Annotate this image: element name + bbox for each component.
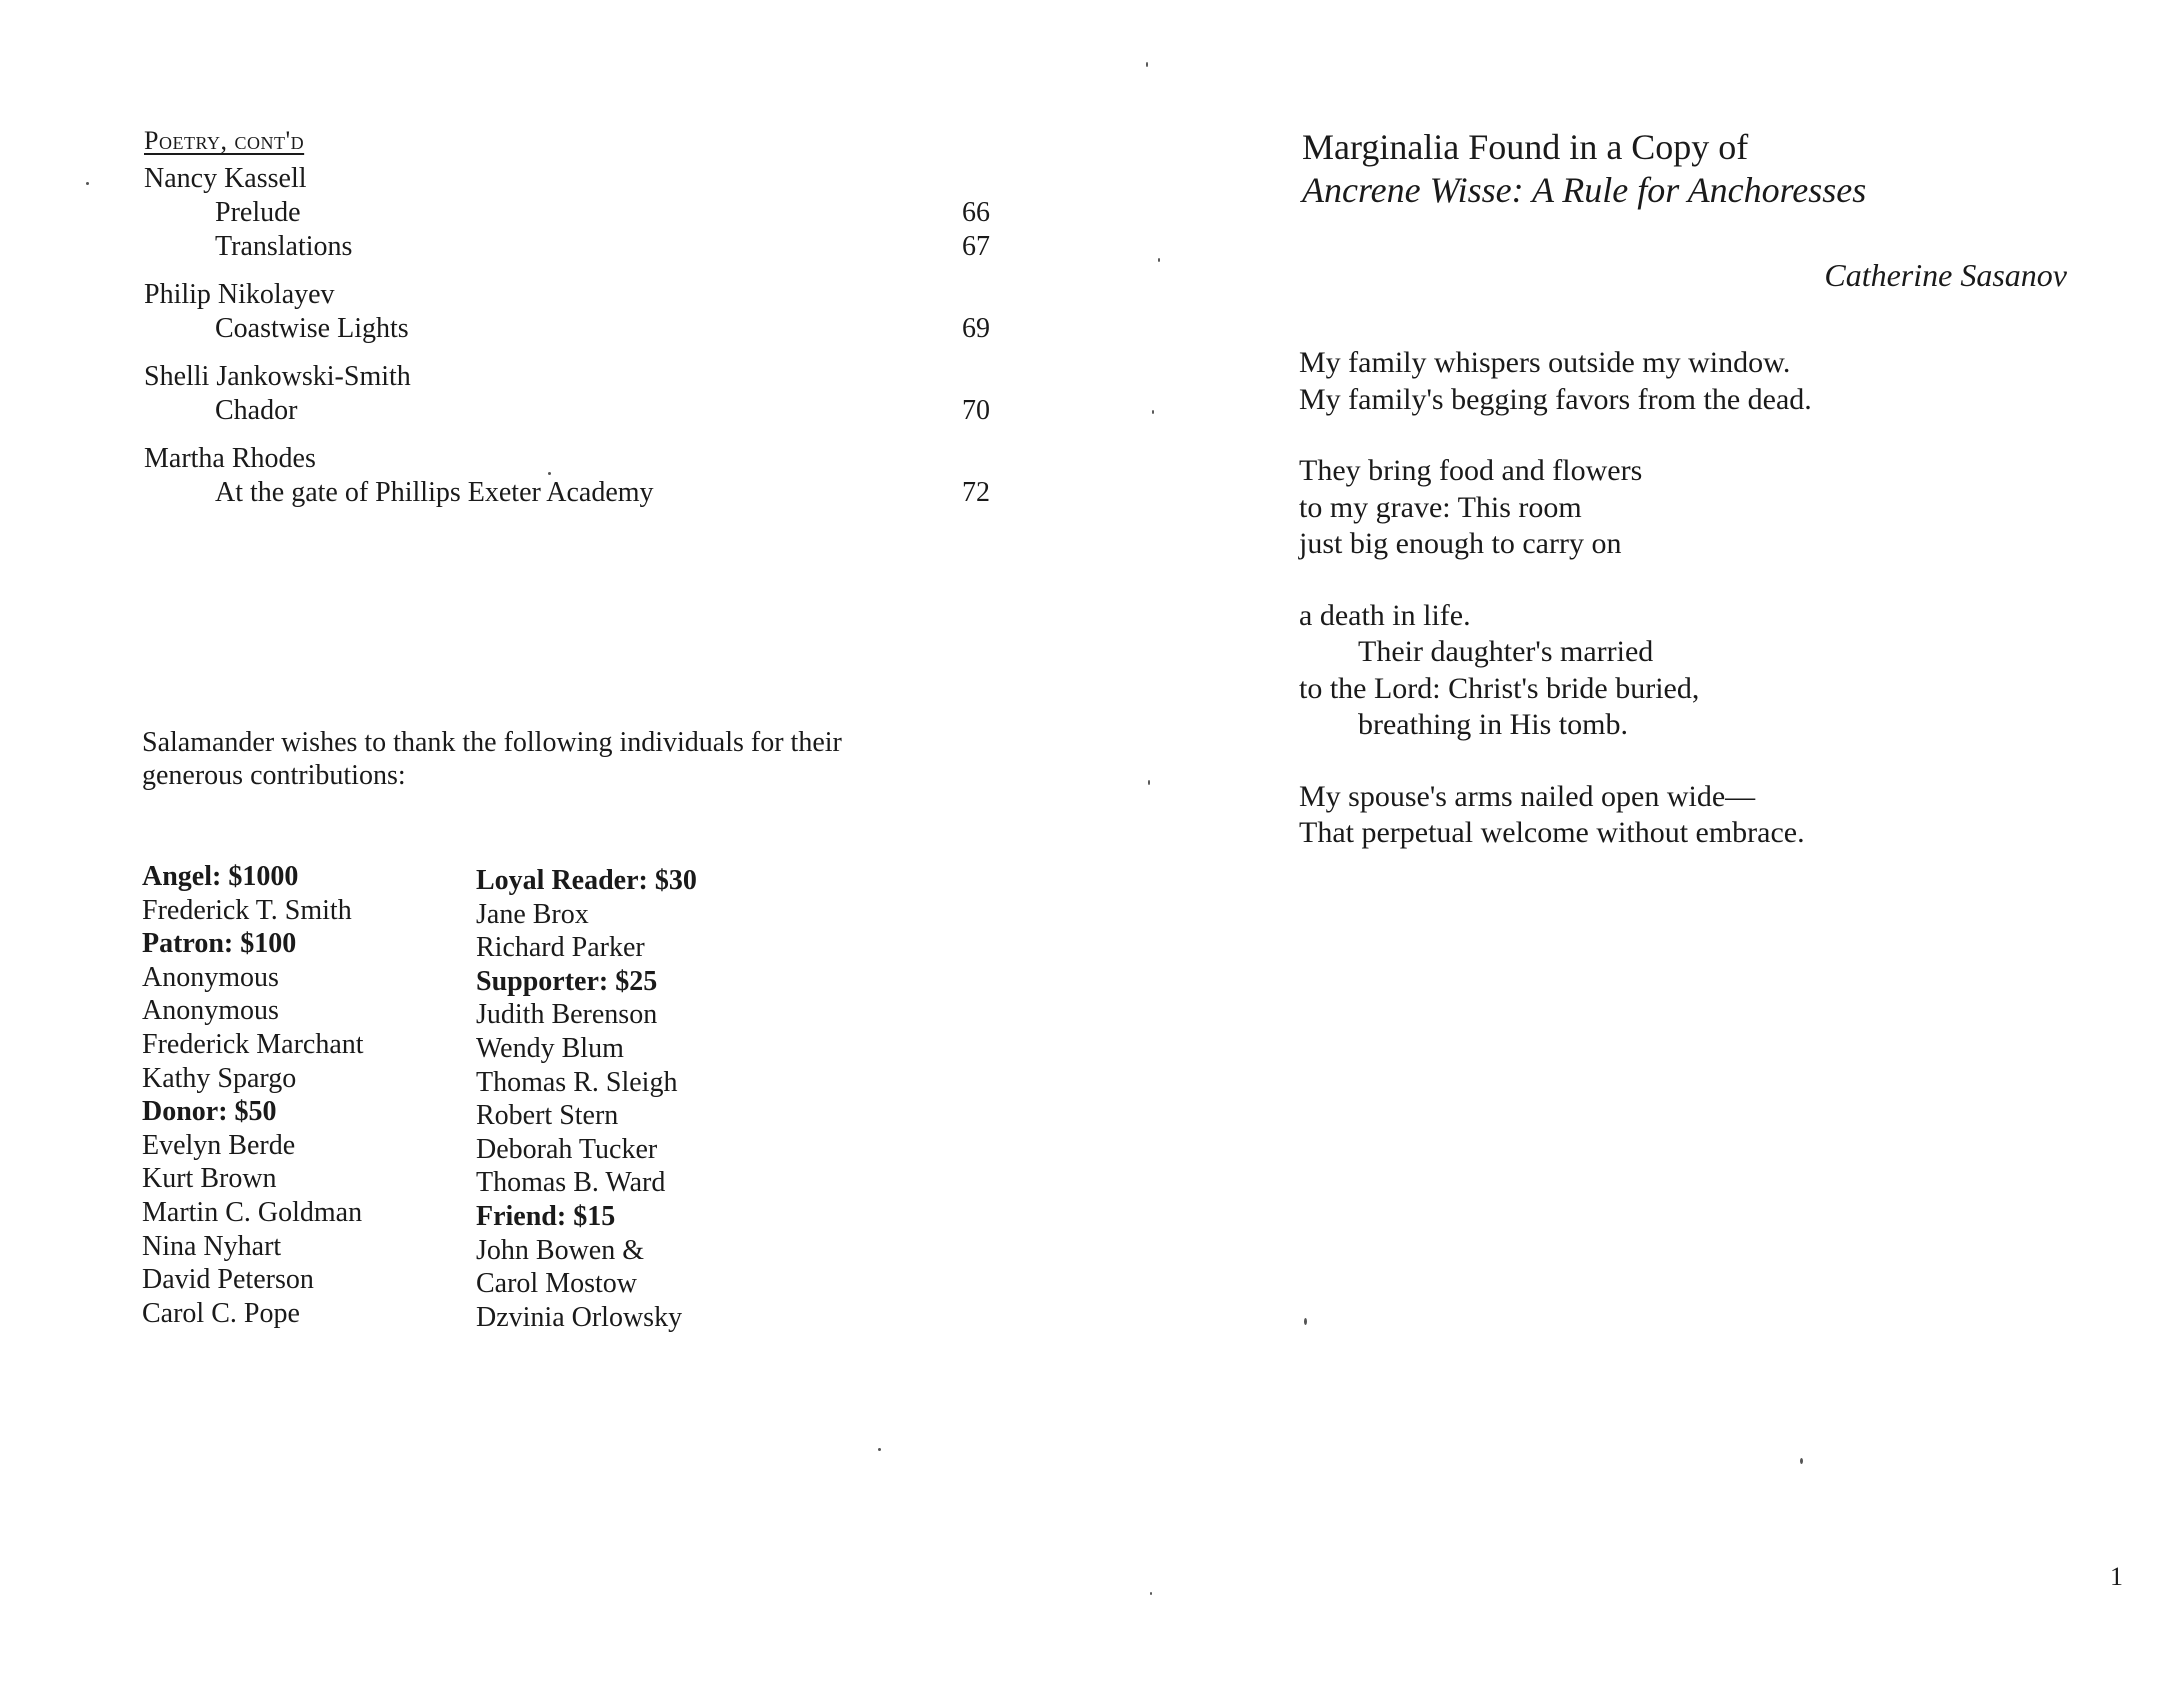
stanza bbox=[1299, 345, 1812, 418]
speck bbox=[1304, 1318, 1307, 1325]
donor-name: Dzvinia Orlowsky bbox=[476, 1301, 683, 1333]
donor-name: Carol C. Pope bbox=[142, 1297, 300, 1329]
verse-line: My spouse's arms nailed open wide— bbox=[1299, 779, 1756, 813]
toc-poem-title: Chador bbox=[215, 395, 298, 426]
poem-title-line-1: Marginalia Found in a Copy of bbox=[1302, 127, 1749, 167]
toc-poem bbox=[144, 476, 990, 510]
donor-name: Jane Brox bbox=[476, 898, 589, 930]
verse-line: just big enough to carry on bbox=[1299, 527, 1622, 560]
toc-poem-title: At the gate of Phillips Exeter Academy bbox=[215, 477, 654, 508]
donor-name: Wendy Blum bbox=[476, 1032, 624, 1064]
toc-poem bbox=[144, 230, 990, 264]
toc-author: Martha Rhodes bbox=[144, 443, 316, 474]
speck bbox=[878, 1448, 881, 1451]
donor-name: Judith Berenson bbox=[476, 999, 658, 1031]
donor-name: Anonymous bbox=[142, 995, 279, 1027]
donor-name: Evelyn Berde bbox=[142, 1129, 296, 1161]
verse-line: to my grave: This room bbox=[1299, 490, 1582, 524]
toc-author: Philip Nikolayev bbox=[144, 279, 335, 310]
verse-line: a death in life. bbox=[1299, 598, 1471, 632]
donor-name: Martin C. Goldman bbox=[142, 1196, 363, 1228]
toc-page-number: 70 bbox=[962, 395, 990, 426]
donor-name: Frederick Marchant bbox=[142, 1028, 364, 1060]
donor-name: Carol Mostow bbox=[476, 1268, 637, 1300]
donor-name: Thomas R. Sleigh bbox=[476, 1066, 678, 1098]
toc-entry bbox=[144, 442, 990, 510]
donor-tier-heading: Supporter: $25 bbox=[476, 965, 658, 997]
donor-name: David Peterson bbox=[142, 1264, 314, 1296]
speck bbox=[1146, 62, 1148, 67]
donor-name: Deborah Tucker bbox=[476, 1133, 658, 1165]
verse-line: My family whispers outside my window. bbox=[1299, 346, 1791, 379]
speck bbox=[1152, 410, 1154, 414]
thanks-paragraph: Salamander wishes to thank the following individuals for their generous contributions: bbox=[142, 727, 842, 791]
poem-title bbox=[1302, 126, 1866, 212]
donor-name: John Bowen & bbox=[476, 1234, 644, 1266]
donor-name: Richard Parker bbox=[476, 932, 645, 964]
stanza bbox=[1299, 453, 1812, 563]
donor-name: Kathy Spargo bbox=[142, 1062, 297, 1094]
verse-line: They bring food and flowers bbox=[1299, 454, 1643, 487]
donor-name: Nina Nyhart bbox=[142, 1230, 282, 1262]
donor-name: Thomas B. Ward bbox=[476, 1167, 666, 1199]
toc-poem bbox=[144, 196, 990, 230]
page-number: 1 bbox=[2110, 1562, 2123, 1591]
speck bbox=[1800, 1458, 1803, 1464]
toc-author: Shelli Jankowski-Smith bbox=[144, 361, 411, 392]
toc-entry bbox=[144, 162, 990, 264]
toc-author: Nancy Kassell bbox=[144, 163, 307, 194]
verse-line: That perpetual welcome without embrace. bbox=[1299, 816, 1805, 849]
donor-name: Kurt Brown bbox=[142, 1163, 277, 1195]
donor-tier-heading: Donor: $50 bbox=[142, 1096, 277, 1128]
stanza bbox=[1299, 779, 1812, 852]
speck bbox=[1158, 258, 1160, 262]
toc-entry bbox=[144, 278, 990, 346]
toc-page-number: 72 bbox=[962, 477, 990, 508]
toc-page-number: 67 bbox=[962, 231, 990, 262]
verse-line: Their daughter's married bbox=[1358, 635, 1654, 668]
toc-page-number: 69 bbox=[962, 313, 990, 344]
donor-tier-heading: Patron: $100 bbox=[142, 928, 297, 960]
speck bbox=[86, 182, 89, 185]
toc-entry bbox=[144, 360, 990, 428]
verse-line: My family's begging favors from the dead. bbox=[1299, 382, 1812, 416]
toc-poem-title: Coastwise Lights bbox=[215, 313, 409, 344]
poem-body bbox=[1299, 345, 1812, 887]
donor-list-column-2 bbox=[476, 864, 697, 1334]
donor-name: Anonymous bbox=[142, 961, 279, 993]
donor-name: Frederick T. Smith bbox=[142, 894, 352, 926]
donor-name: Robert Stern bbox=[476, 1100, 619, 1132]
speck bbox=[1150, 1592, 1152, 1595]
stanza bbox=[1299, 598, 1812, 744]
speck bbox=[548, 472, 551, 475]
toc-poem bbox=[144, 394, 990, 428]
toc-poem bbox=[144, 312, 990, 346]
verse-line: breathing in His tomb. bbox=[1358, 708, 1628, 741]
toc-page-number: 66 bbox=[962, 197, 990, 228]
toc-poem-title: Translations bbox=[215, 231, 353, 262]
donor-tier-heading: Angel: $1000 bbox=[142, 861, 299, 892]
donor-tier-heading: Loyal Reader: $30 bbox=[476, 865, 697, 896]
table-of-contents bbox=[144, 162, 990, 524]
donor-tier-heading: Friend: $15 bbox=[476, 1200, 616, 1232]
section-heading: Poetry, cont'd bbox=[144, 126, 305, 155]
verse-line: to the Lord: Christ's bride buried, bbox=[1299, 671, 1700, 705]
speck bbox=[1148, 780, 1150, 785]
toc-poem-title: Prelude bbox=[215, 197, 301, 228]
poem-author: Catherine Sasanov bbox=[1824, 257, 2067, 293]
right-page bbox=[1150, 0, 2176, 1696]
donor-list-column-1 bbox=[142, 860, 364, 1330]
poem-title-line-2: Ancrene Wisse: A Rule for Anchoresses bbox=[1302, 170, 1867, 210]
